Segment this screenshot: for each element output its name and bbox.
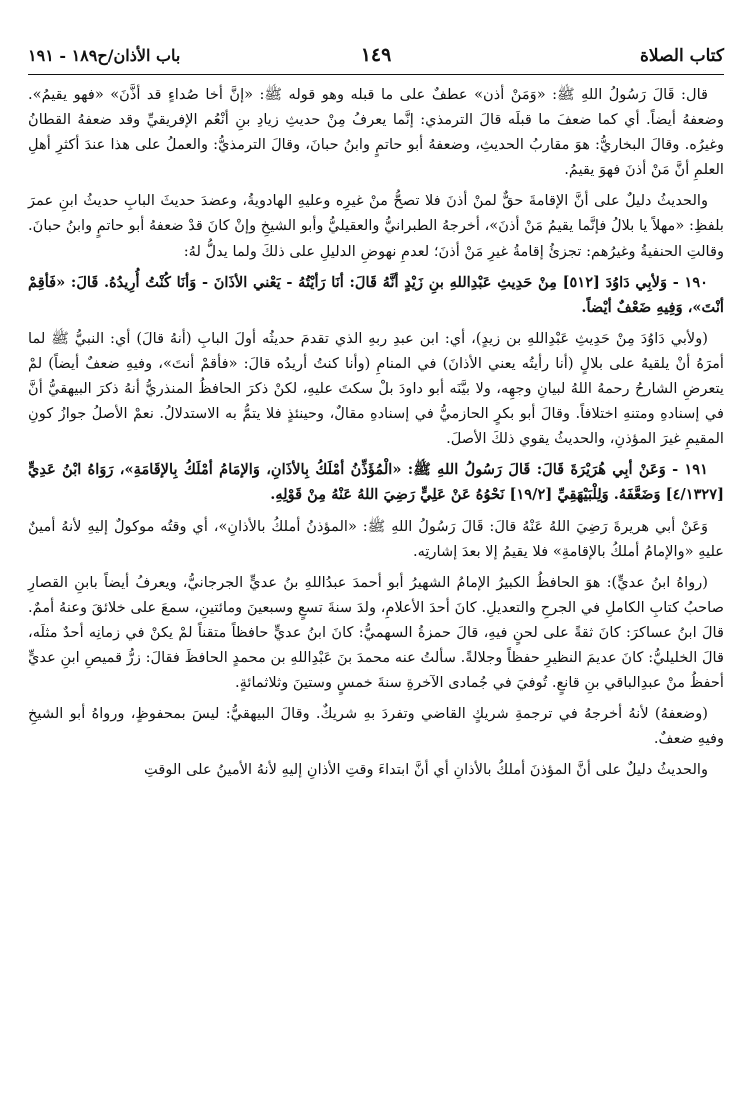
page-number: ١٤٩ [360,44,392,66]
commentary-paragraph [28,570,724,695]
commentary-paragraph [28,701,724,751]
chapter-reference: باب الأذان/ح١٨٩ - ١٩١ [28,46,181,65]
paragraph-text: (وضعفهُ) لأنهُ أخرجهُ في ترجمةِ شريكٍ القاضي وتفردَ بهِ شريكٌ. وقالَ البيهقيُّ: ليسَ بمحفوظٍ، ورواهُ أبو الشيخِ وفيهِ ضعفٌ. [28,705,724,748]
paragraph-text: والحديثُ دليلٌ على أنَّ المؤذنَ أملكُ بالأذانِ أي أنَّ ابتداءَ وقتِ الأذانِ إليهِ لأنهُ الأمينُ على الوقتِ [144,761,708,779]
paragraph-text: والحديثُ دليلٌ على أنَّ الإقامةَ حقٌّ لمنْ أذنَ فلا تصحُّ منْ غيرِه وعليهِ الهادويةُ، وعضدَ حديثَ البابِ حديثُ ابنِ عمرَ بلفظِ: «مهلاً يا بلالُ فإنَّما يقيمُ مَنْ أذنَ»، أخرجهُ الطبرانيُّ والعقيليُّ وأبو الشيخِ وإنْ كانَ قدْ ضعفهُ أبو حاتمٍ وابنُ حبانَ. وقالتِ الحنفيةُ وغيرُهم: تجزئُ إقامةُ غيرِ مَنْ أذنَ؛ لعدمِ نهوضِ الدليلِ على ذلكَ ولما يدلُّ لهُ: [28,192,724,260]
hadith-paragraph [28,457,724,507]
hadith-text: - وَعَنْ أبِي هُرَيْرَةَ قَالَ: قَالَ رَسُولُ اللهِ ﷺ: «الْمُؤَذِّنُ أمْلَكُ بِالأذَانِ، وَالإمَامُ أمْلَكُ بِالإقَامَةِ»، رَوَاهُ ابْنُ عَدِيٍّ [٤/١٣٢٧] وَضَعَّفَهُ. وَلِلْبَيْهَقِيِّ [١٩/٢] نَحْوُهُ عَنْ عَلِيٍّ رَضِيَ اللهُ عَنْهُ مِنْ قَوْلِهِ. [28,461,724,504]
commentary-paragraph [28,326,724,451]
hadith-paragraph [28,270,724,320]
hadith-number: ١٩١ [684,461,708,479]
commentary-paragraph [28,82,724,182]
header-rule [28,74,724,75]
paragraph-text: وَعَنْ أبي هريرةَ رَضِيَ اللهُ عَنْهُ قالَ: قَالَ رَسُولُ اللهِ ﷺ: «المؤذنُ أملكُ بالأذانِ»، أي وقتُه موكولٌ إليهِ لأنهُ أمينٌ عليهِ «والإمامُ أملكُ بالإقامةِ» فلا يقيمُ إلا بعدَ إشارتِه. [28,517,724,560]
commentary-paragraph [28,514,724,564]
page-body [28,82,724,788]
book-title: كتاب الصلاة [639,46,724,66]
commentary-paragraph [28,188,724,263]
hadith-number: ١٩٠ [684,273,708,291]
commentary-paragraph [28,757,724,782]
paragraph-text: (ولأبي دَاوُدَ مِنْ حَدِيثِ عَبْدِاللهِ بن زيدٍ)، أي: ابن عبدِ ربهِ الذي تقدمَ حديثُه أولَ البابِ (أنهُ قالَ) أي: النبيُّ ﷺ لما أمرَهُ أنْ يلقيهُ على بلالٍ (أنا رأيتُه يعني الأذانَ) في المنامِ (وأنا كنتُ أريدُه قالَ: «فأقمْ أنتَ»، وفيهِ ضعفٌ أيضاً) لمْ يتعرضِ الشارحُ رحمهُ اللهُ لبيانِ وجهِه، ولا بيَّنَه أبو داودَ بلْ سكتَ عليهِ، لكنْ ذكرَ الحافظُ المنذريُّ أنهُ ذكرَ البيهقيُّ أنَّ في إسنادهِ ومتنهِ اختلافاً. وقالَ أبو بكرٍ الحازميُّ في إسنادهِ مقالٌ، وحينئذٍ فلا يتمُّ به الاستدلالُ. نعمْ الأصلُ جوازُ كونِ المقيمِ غيرَ المؤذنِ، والحديثُ يقوي ذلكَ الأصلَ. [28,329,724,448]
page-header [28,44,724,70]
paragraph-text: قال: قَالَ رَسُولُ اللهِ ﷺ: «وَمَنْ أذن» عطفٌ على ما قبله وهو قوله ﷺ: «إنَّ أخا صُداءٍ قد أذَّنَ» «فهو يقيمُ». وضعفهُ أيضاً. أي كما ضعفَ ما قبلَه قالَ الترمذي: إنَّما يعرفُ مِنْ حديثِ زيادِ بنِ أنْعُم الإفريقيِّ وقد ضعفهُ القطانُ وغيرُه. وقالَ البخاريُّ: هوَ مقاربُ الحديثِ، وضعفهُ أبو حاتمٍ وابنُ حبانَ، وقالَ الترمذيُّ: والعملُ على هذا عندَ أكثرِ أهلِ العلمِ أنَّ مَنْ أذنَ فهوَ يقيمُ. [28,86,724,179]
paragraph-text: (رواهُ ابنُ عديٍّ): هوَ الحافظُ الكبيرُ الإمامُ الشهيرُ أبو أحمدَ عبدُاللهِ بنُ عديٍّ الجرجانيُّ، ويعرفُ أيضاً بابنِ القصارِ صاحبُ كتابِ الكاملِ في الجرحِ والتعديلِ. كانَ أحدَ الأعلامِ، ولدَ سنةَ تسعٍ وسبعينَ ومائتينِ، سمعَ على خلائقَ وعنهُ أممٌ. قالَ ابنُ عساكرَ: كانَ ثقةً على لحنٍ فيهِ، قالَ حمزةُ السهميُّ: كانَ ابنُ عديٍّ حافظاً متقناً لمْ يكنْ في زمانِه أحدٌ مثلَه، قالَ الخليليُّ: كانَ عديمَ النظيرِ حفظاً وجلالةً. سألتُ عنه محمدَ بنَ عَبْدِاللهِ بن محمدٍ الحافظَ فقالَ: زرُّ قميصِ ابنِ عديٍّ أحفظُ منْ عبدِالباقي بنِ قانعٍ. تُوفيَ في جُمادى الآخرةِ سنةَ خمسٍ وستينَ وثلاثمائةٍ. [28,573,724,692]
hadith-text: - وَلأبِي دَاوُدَ [٥١٢] مِنْ حَدِيثِ عَبْدِاللهِ بنِ زَيْدٍ أنَّهُ قَالَ: أنَا رَأيْتُهُ - يَعْني الأذَانَ - وَأنَا كُنْتُ أُرِيدُهُ. قَالَ: «فَأقِمْ أنْتَ»، وَفِيهِ ضَعْفٌ أيْضاً. [28,273,724,316]
